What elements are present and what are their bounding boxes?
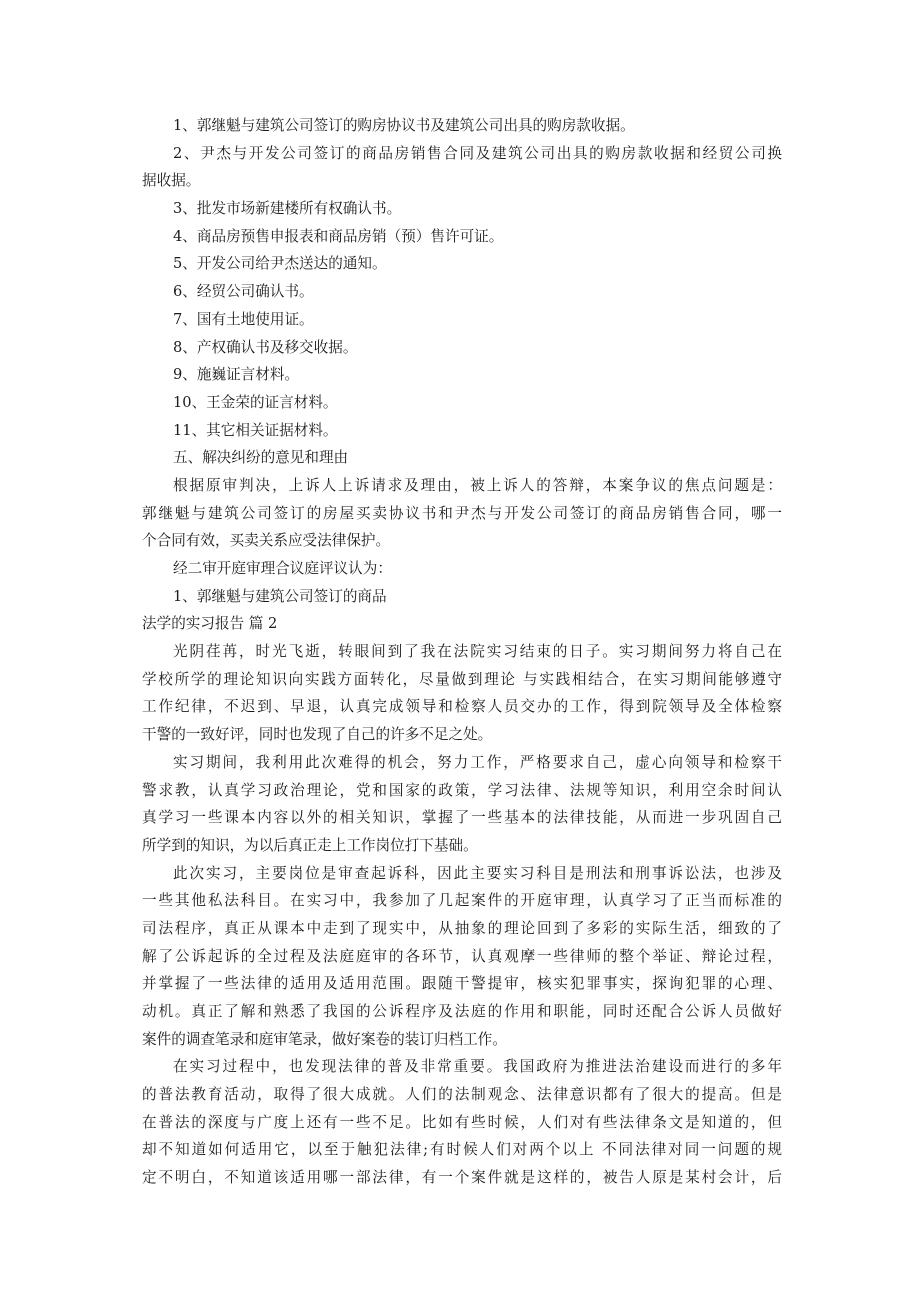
text-line: 4、商品房预售申报表和商品房销（预）售许可证。 — [173, 227, 504, 245]
text-line: 郭继魁与建筑公司签订的房屋买卖协议书和尹杰与开发公司签订的商品房销售合同，哪一 — [142, 504, 782, 522]
text-line: 光阴荏苒，时光飞逝，转眼间到了我在法院实习结束的日子。实习期间努力将自己在 — [173, 643, 782, 661]
text-line: 法学的实习报告 篇 2 — [142, 615, 278, 633]
text-line: 干警的一致好评，同时也发现了自己的许多不足之处。 — [142, 726, 493, 744]
text-line: 9、施巍证言材料。 — [173, 366, 300, 384]
text-line: 学校所学的理论知识向实践方面转化，尽量做到理论 与实践相结合，在实习期间能够遵守 — [142, 670, 782, 688]
text-line: 解了公诉起诉的全过程及法庭庭审的各环节，认真观摩一些律师的整个举证、辩论过程， — [142, 947, 782, 965]
text-line: 在实习过程中，也发现法律的普及非常重要。我国政府为推进法治建设而进行的多年 — [173, 1058, 782, 1076]
text-line: 1、郭继魁与建筑公司签订的商品 — [173, 587, 387, 605]
text-line: 真学习一些课本内容以外的相关知识，掌握了一些基本的法律技能，从而进一步巩固自己 — [142, 809, 782, 827]
text-line: 并掌握了一些法律的适用及适用范围。跟随干警提审，核实犯罪事实，探询犯罪的心理、 — [142, 975, 782, 993]
text-line: 在普法的深度与广度上还有一些不足。比如有些时候，人们对有些法律条文是知道的，但 — [142, 1113, 782, 1131]
text-line: 10、王金荣的证言材料。 — [173, 393, 338, 411]
text-line: 7、国有土地使用证。 — [173, 310, 314, 328]
text-line: 经二审开庭审理合议庭评议认为： — [173, 560, 392, 577]
text-line: 五、解决纠纷的意见和理由 — [173, 449, 349, 467]
text-line: 8、产权确认书及移交收据。 — [173, 338, 358, 356]
text-line: 3、批发市场新建楼所有权确认书。 — [173, 200, 402, 218]
text-line: 1、郭继魁与建筑公司签订的购房协议书及建筑公司出具的购房款收据。 — [173, 117, 635, 134]
text-line: 警求教，认真学习政治理论，党和国家的政策，学习法律、法规等知识，利用空余时间认 — [142, 781, 782, 799]
text-line: 的普法教育活动，取得了很大成就。人们的法制观念、法律意识都有了很大的提高。但是 — [142, 1086, 782, 1104]
text-line: 据收据。 — [142, 172, 201, 190]
text-line: 实习期间，我利用此次难得的机会，努力工作，严格要求自己，虚心向领导和检察干 — [173, 753, 782, 771]
text-line: 所学到的知识，为以后真正走上工作岗位打下基础。 — [142, 836, 478, 854]
text-line: 案件的调查笔录和庭审笔录，做好案卷的装订归档工作。 — [142, 1030, 507, 1048]
text-line: 定不明白，不知道该适用哪一部法律，有一个案件就是这样的，被告人原是某村会计，后 — [142, 1169, 782, 1187]
text-line: 动机。真正了解和熟悉了我国的公诉程序及法庭的作用和职能，同时还配合公诉人员做好 — [142, 1003, 782, 1020]
text-line: 个合同有效，买卖关系应受法律保护。 — [142, 532, 391, 550]
text-line: 此次实习，主要岗位是审查起诉科，因此主要实习科目是刑法和刑事诉讼法，也涉及 — [173, 864, 782, 882]
text-line: 司法程序，真正从课本中走到了现实中，从抽象的理论回到了多彩的实际生活，细致的了 — [142, 919, 782, 937]
text-line: 却不知道如何适用它，以至于触犯法律;有时候人们对两个以上 不同法律对同一问题的规 — [142, 1141, 782, 1159]
text-line: 一些其他私法科目。在实习中，我参加了几起案件的开庭审理，认真学习了正当而标准的 — [142, 892, 782, 910]
text-line: 工作纪律，不迟到、早退，认真完成领导和检察人员交办的工作，得到院领导及全体检察 — [142, 698, 782, 716]
text-line: 根据原审判决，上诉人上诉请求及理由，被上诉人的答辩，本案争议的焦点问题是： — [173, 476, 782, 494]
text-line: 11、其它相关证据材料。 — [173, 421, 338, 439]
document-body — [142, 112, 782, 1192]
text-line: 2、尹杰与开发公司签订的商品房销售合同及建筑公司出具的购房款收据和经贸公司换 — [173, 144, 782, 162]
text-line: 5、开发公司给尹杰送达的通知。 — [173, 255, 387, 273]
text-line: 6、经贸公司确认书。 — [173, 283, 314, 301]
